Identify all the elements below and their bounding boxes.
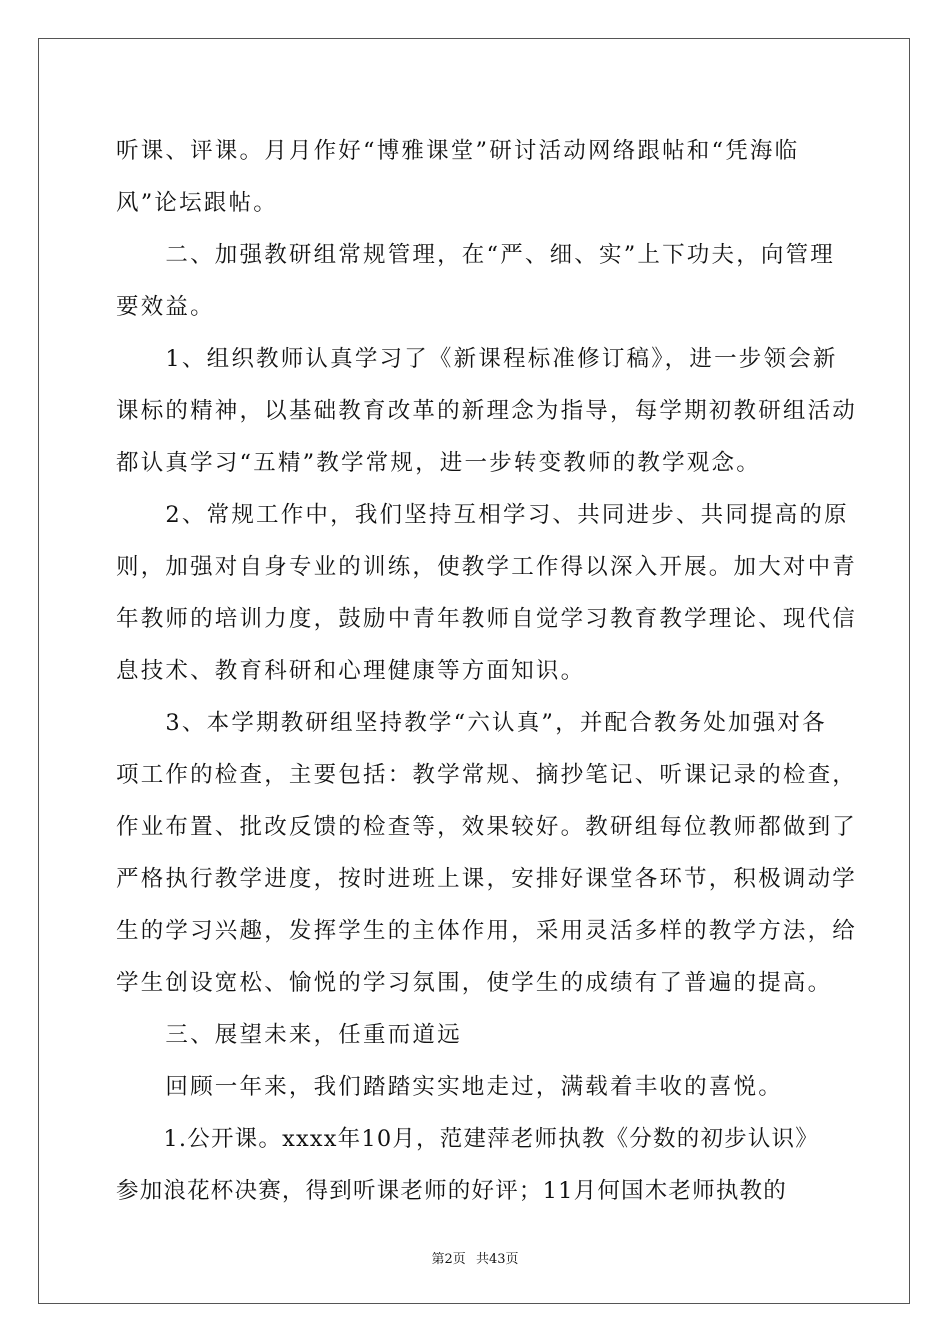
text-line: 生的学习兴趣，发挥学生的主体作用，采用灵活多样的教学方法，给 bbox=[116, 918, 858, 944]
text-line: 息技术、教育科研和心理健康等方面知识。 bbox=[116, 658, 586, 684]
text-line: 都认真学习“五精”教学常规，进一步转变教师的教学观念。 bbox=[116, 450, 761, 476]
text-line: 参加浪花杯决赛，得到听课老师的好评；11月何国木老师执教的 bbox=[116, 1178, 787, 1204]
text-line: 要效益。 bbox=[116, 294, 215, 320]
text-line: 年教师的培训力度，鼓励中青年教师自觉学习教育教学理论、现代信 bbox=[116, 606, 858, 632]
text-line: 作业布置、批改反馈的检查等，效果较好。教研组每位教师都做到了 bbox=[116, 814, 858, 840]
text-line: 听课、评课。月月作好“博雅课堂”研讨活动网络跟帖和“凭海临 bbox=[116, 138, 800, 164]
text-line: 风”论坛跟帖。 bbox=[116, 190, 278, 216]
page-total: 共43页 bbox=[475, 1252, 519, 1267]
text-line: 严格执行教学进度，按时进班上课，安排好课堂各环节，积极调动学 bbox=[116, 866, 858, 892]
text-line: 学生创设宽松、愉悦的学习氛围，使学生的成绩有了普遍的提高。 bbox=[116, 970, 833, 996]
page-footer bbox=[0, 1248, 950, 1267]
text-line: 课标的精神，以基础教育改革的新理念为指导，每学期初教研组活动 bbox=[116, 398, 858, 424]
text-line: 则，加强对自身专业的训练，使教学工作得以深入开展。加大对中青 bbox=[116, 554, 858, 580]
text-line: 1.公开课。xxxx年10月，范建萍老师执教《分数的初步认识》 bbox=[116, 1126, 819, 1152]
text-line: 项工作的检查，主要包括：教学常规、摘抄笔记、听课记录的检查， bbox=[116, 762, 858, 788]
text-line: 2、常规工作中，我们坚持互相学习、共同进步、共同提高的原 bbox=[116, 502, 849, 528]
page-number: 第2页 bbox=[431, 1252, 466, 1267]
text-line: 1、组织教师认真学习了《新课程标准修订稿》，进一步领会新 bbox=[116, 346, 838, 372]
text-line: 3、本学期教研组坚持教学“六认真”，并配合教务处加强对各 bbox=[116, 710, 827, 736]
text-line: 二、加强教研组常规管理，在“严、细、实”上下功夫，向管理 bbox=[116, 242, 836, 268]
text-line: 三、展望未来，任重而道远 bbox=[116, 1022, 462, 1048]
text-line: 回顾一年来，我们踏踏实实地走过，满载着丰收的喜悦。 bbox=[116, 1074, 783, 1100]
document-body bbox=[116, 125, 858, 1217]
